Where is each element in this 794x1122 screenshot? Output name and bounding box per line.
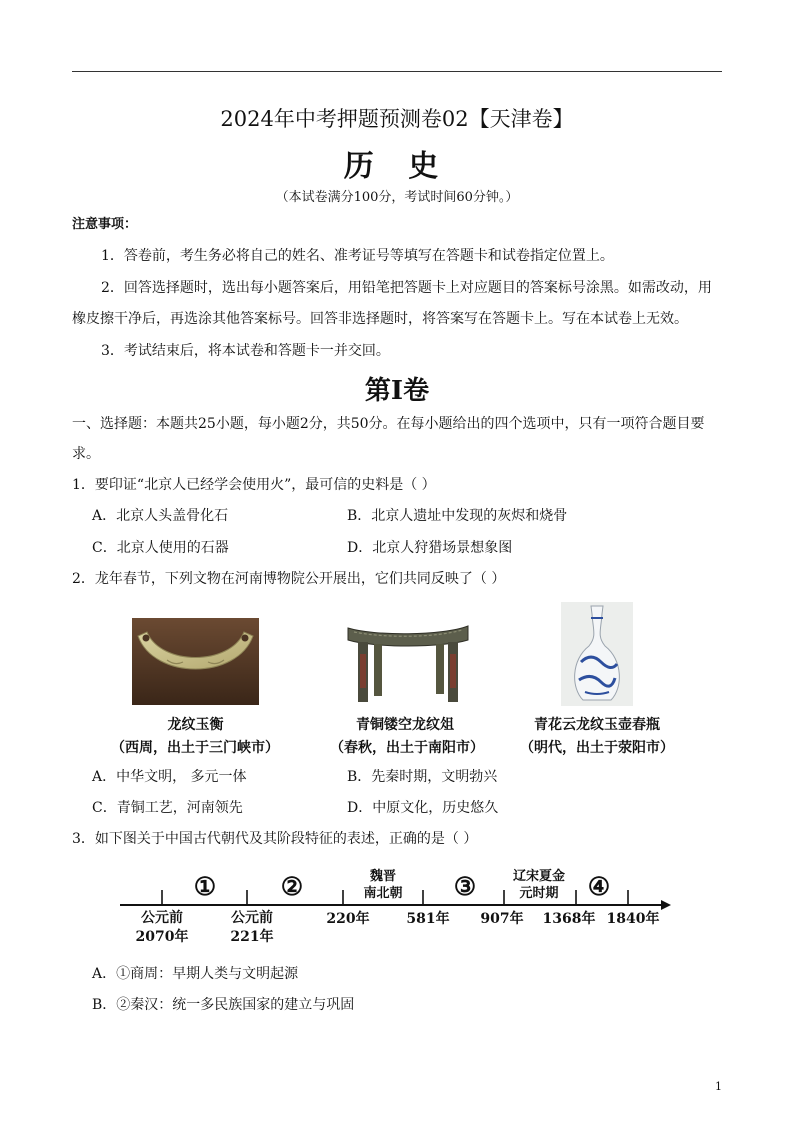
label-907: 907年 <box>480 911 524 927</box>
exam-note: （本试卷满分100分，考试时间60分钟。） <box>275 190 519 205</box>
part1-instructions-cont: 求。 <box>72 446 100 462</box>
q3-stem: 3．如下图关于中国古代朝代及其阶段特征的表述，正确的是（ ） <box>72 831 478 847</box>
bronze-zu-image <box>344 614 472 706</box>
artifact-1-name: 龙纹玉衡 <box>167 717 224 733</box>
period-liao-line1: 辽宋夏金 <box>512 869 566 884</box>
subject-title: 历 史 <box>343 149 451 184</box>
q2-option-d: D．中原文化，历史悠久 <box>347 800 499 816</box>
q1-option-c: C．北京人使用的石器 <box>92 540 229 556</box>
period-weijin-line1: 魏晋 <box>369 869 397 884</box>
q3-option-a: A．①商周：早期人类与文明起源 <box>92 966 299 982</box>
q2-option-b: B．先秦时期，文明勃兴 <box>347 769 498 785</box>
label-2070bc-line1: 公元前 <box>141 910 183 926</box>
q2-option-a: A．中华文明， 多元一体 <box>92 769 247 785</box>
timeline-circle-2: ② <box>280 872 304 901</box>
q1-option-d: D．北京人狩猎场景想象图 <box>347 540 513 556</box>
timeline-circle-1: ① <box>193 872 217 901</box>
label-221bc-line2: 221年 <box>230 929 274 945</box>
timeline-circle-3: ③ <box>453 872 477 901</box>
label-221bc-line1: 公元前 <box>231 910 273 926</box>
period-weijin-line2: 南北朝 <box>363 886 403 901</box>
timeline-circle-4: ④ <box>587 872 611 901</box>
artifact-2-name: 青铜镂空龙纹俎 <box>356 717 454 733</box>
q1-stem: 1．要印证“北京人已经学会使用火”，最可信的史料是（ ） <box>72 477 436 493</box>
notice-item-3: 3．考试结束后，将本试卷和答题卡一并交回。 <box>101 343 390 359</box>
artifact-3-name: 青花云龙纹玉壶春瓶 <box>534 717 660 733</box>
notice-item-2: 2．回答选择题时，选出每小题答案后，用铅笔把答题卡上对应题目的答案标号涂黑。如需改动，用 <box>101 280 712 296</box>
notice-item-2-cont: 橡皮擦干净后，再选涂其他答案标号。回答非选择题时，将答案写在答题卡上。写在本试卷上无效。 <box>72 311 688 327</box>
q2-stem: 2．龙年春节，下列文物在河南博物院公开展出，它们共同反映了（ ） <box>72 571 506 587</box>
dynasty-timeline <box>115 862 675 946</box>
label-1368: 1368年 <box>542 911 596 927</box>
label-220: 220年 <box>326 911 370 927</box>
q3-option-b: B．②秦汉：统一多民族国家的建立与巩固 <box>92 997 355 1013</box>
page-number: 1 <box>715 1080 722 1093</box>
label-2070bc-line2: 2070年 <box>135 929 189 945</box>
timeline-arrow <box>661 900 671 910</box>
notice-heading: 注意事项： <box>72 217 138 232</box>
blue-white-vase-image <box>561 602 633 706</box>
notice-item-1: 1．答卷前，考生务必将自己的姓名、准考证号等填写在答题卡和试卷指定位置上。 <box>101 248 614 264</box>
artifact-1-origin: （西周，出土于三门峡市） <box>111 740 279 756</box>
artifact-2-origin: （春秋，出土于南阳市） <box>330 740 484 756</box>
period-liao-line2: 元时期 <box>519 886 559 901</box>
q1-option-a: A．北京人头盖骨化石 <box>92 508 229 524</box>
label-1840: 1840年 <box>606 911 660 927</box>
artifact-3-origin: （明代，出土于荥阳市） <box>520 740 674 756</box>
section-title: 第Ⅰ卷 <box>364 376 430 406</box>
part1-instructions: 一、选择题：本题共25小题，每小题2分，共50分。在每小题给出的四个选项中，只有一项符合题目要 <box>72 416 705 432</box>
label-581: 581年 <box>406 911 450 927</box>
q2-option-c: C．青铜工艺，河南领先 <box>92 800 243 816</box>
exam-title: 2024年中考押题预测卷02【天津卷】 <box>220 107 574 131</box>
q1-option-b: B．北京人遗址中发现的灰烬和烧骨 <box>347 508 568 524</box>
jade-dragon-heng-image <box>132 618 259 705</box>
header-rule <box>72 71 722 72</box>
